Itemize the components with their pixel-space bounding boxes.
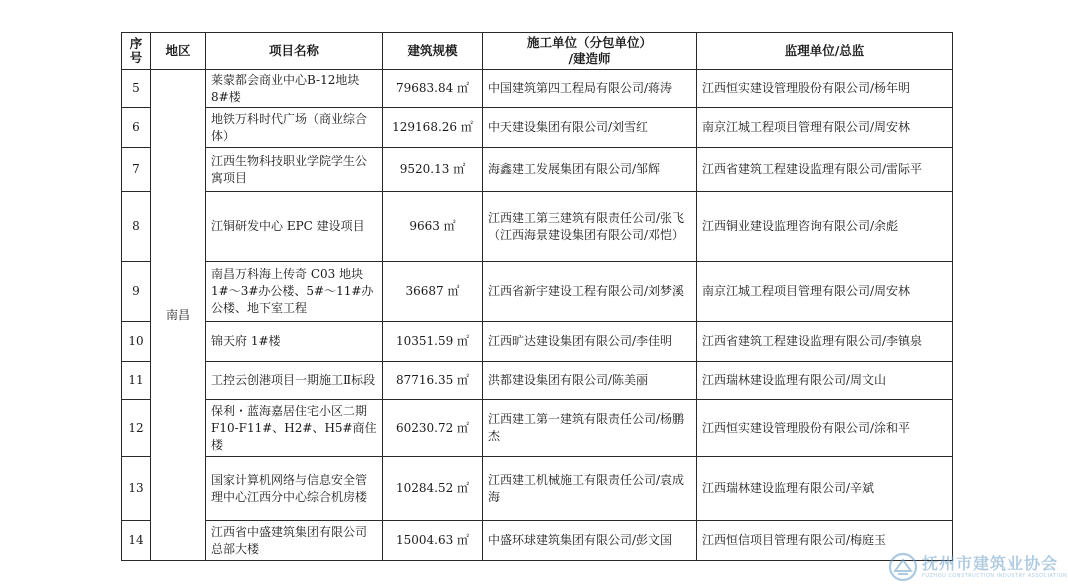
region-cell: 南昌 bbox=[151, 70, 206, 561]
table-row bbox=[122, 192, 953, 262]
row-builder: 中盛环球建筑集团有限公司/彭文国 bbox=[483, 521, 697, 561]
header-supervisor: 监理单位/总监 bbox=[697, 33, 953, 70]
table-row bbox=[122, 70, 953, 108]
row-scale: 10284.52 ㎡ bbox=[383, 457, 483, 521]
row-scale: 15004.63 ㎡ bbox=[383, 521, 483, 561]
table-header-row bbox=[122, 33, 953, 70]
row-supervisor: 江西恒实建设管理股份有限公司/杨年明 bbox=[697, 70, 953, 108]
table-row bbox=[122, 400, 953, 457]
row-scale: 36687 ㎡ bbox=[383, 262, 483, 322]
table-row bbox=[122, 262, 953, 322]
row-scale: 10351.59 ㎡ bbox=[383, 322, 483, 362]
row-scale: 60230.72 ㎡ bbox=[383, 400, 483, 457]
header-scale: 建筑规模 bbox=[383, 33, 483, 70]
row-builder: 江西建工第一建筑有限责任公司/杨鹏杰 bbox=[483, 400, 697, 457]
row-supervisor: 江西恒信项目管理有限公司/梅庭玉 bbox=[697, 521, 953, 561]
header-project: 项目名称 bbox=[206, 33, 383, 70]
row-project: 国家计算机网络与信息安全管理中心江西分中心综合机房楼 bbox=[206, 457, 383, 521]
row-supervisor: 江西瑞林建设监理有限公司/周文山 bbox=[697, 362, 953, 400]
row-supervisor: 江西瑞林建设监理有限公司/辛斌 bbox=[697, 457, 953, 521]
row-scale: 79683.84 ㎡ bbox=[383, 70, 483, 108]
table-row bbox=[122, 362, 953, 400]
projects-table bbox=[121, 32, 953, 561]
association-watermark bbox=[888, 550, 1066, 584]
watermark-english-name: FUZHOU CONSTRUCTION INDUSTRY ASSOCIATION bbox=[922, 572, 1068, 579]
row-no: 7 bbox=[122, 148, 151, 192]
row-no: 8 bbox=[122, 192, 151, 262]
row-builder: 中天建设集团有限公司/刘雪红 bbox=[483, 108, 697, 148]
row-no: 14 bbox=[122, 521, 151, 561]
row-no: 13 bbox=[122, 457, 151, 521]
header-builder-line1: 施工单位（分包单位） bbox=[526, 35, 652, 50]
header-no: 序号 bbox=[122, 33, 151, 70]
table-row bbox=[122, 457, 953, 521]
table-row bbox=[122, 322, 953, 362]
row-scale: 129168.26 ㎡ bbox=[383, 108, 483, 148]
row-supervisor: 江西铜业建设监理咨询有限公司/余彪 bbox=[697, 192, 953, 262]
watermark-chinese-name: 抚州市建筑业协会 bbox=[922, 553, 1059, 573]
row-builder: 中国建筑第四工程局有限公司/蒋涛 bbox=[483, 70, 697, 108]
row-project: 工控云创港项目一期施工Ⅱ标段 bbox=[206, 362, 383, 400]
row-no: 9 bbox=[122, 262, 151, 322]
row-builder: 江西旷达建设集团有限公司/李佳明 bbox=[483, 322, 697, 362]
row-builder: 江西省新宇建设工程有限公司/刘梦溪 bbox=[483, 262, 697, 322]
row-builder: 海鑫建工发展集团有限公司/邹辉 bbox=[483, 148, 697, 192]
row-supervisor: 南京江城工程项目管理有限公司/周安林 bbox=[697, 262, 953, 322]
header-region: 地区 bbox=[151, 33, 206, 70]
header-builder-line2: /建造师 bbox=[568, 51, 611, 66]
association-logo-icon bbox=[888, 552, 918, 582]
row-project: 保利・蓝海嘉居住宅小区二期 F10-F11#、H2#、H5#商住楼 bbox=[206, 400, 383, 457]
row-no: 5 bbox=[122, 70, 151, 108]
table-row bbox=[122, 521, 953, 561]
table-row bbox=[122, 148, 953, 192]
row-scale: 9663 ㎡ bbox=[383, 192, 483, 262]
row-project: 南昌万科海上传奇 C03 地块1#～3#办公楼、5#～11#办公楼、地下室工程 bbox=[206, 262, 383, 322]
row-supervisor: 南京江城工程项目管理有限公司/周安林 bbox=[697, 108, 953, 148]
row-supervisor: 江西恒实建设管理股份有限公司/涂和平 bbox=[697, 400, 953, 457]
header-builder bbox=[483, 33, 697, 70]
row-no: 11 bbox=[122, 362, 151, 400]
row-scale: 9520.13 ㎡ bbox=[383, 148, 483, 192]
row-supervisor: 江西省建筑工程建设监理有限公司/雷际平 bbox=[697, 148, 953, 192]
row-project: 锦天府 1#楼 bbox=[206, 322, 383, 362]
row-builder: 江西建工机械施工有限责任公司/袁成海 bbox=[483, 457, 697, 521]
row-project: 江西省中盛建筑集团有限公司总部大楼 bbox=[206, 521, 383, 561]
row-no: 10 bbox=[122, 322, 151, 362]
row-scale: 87716.35 ㎡ bbox=[383, 362, 483, 400]
row-project: 江铜研发中心 EPC 建设项目 bbox=[206, 192, 383, 262]
row-builder: 洪都建设集团有限公司/陈美丽 bbox=[483, 362, 697, 400]
row-project: 地铁万科时代广场（商业综合体） bbox=[206, 108, 383, 148]
row-builder: 江西建工第三建筑有限责任公司/张飞（江西海景建设集团有限公司/邓恺） bbox=[483, 192, 697, 262]
row-no: 12 bbox=[122, 400, 151, 457]
row-no: 6 bbox=[122, 108, 151, 148]
row-supervisor: 江西省建筑工程建设监理有限公司/李镇泉 bbox=[697, 322, 953, 362]
row-project: 江西生物科技职业学院学生公寓项目 bbox=[206, 148, 383, 192]
table-row bbox=[122, 108, 953, 148]
row-project: 莱蒙都会商业中心B-12地块8#楼 bbox=[206, 70, 383, 108]
